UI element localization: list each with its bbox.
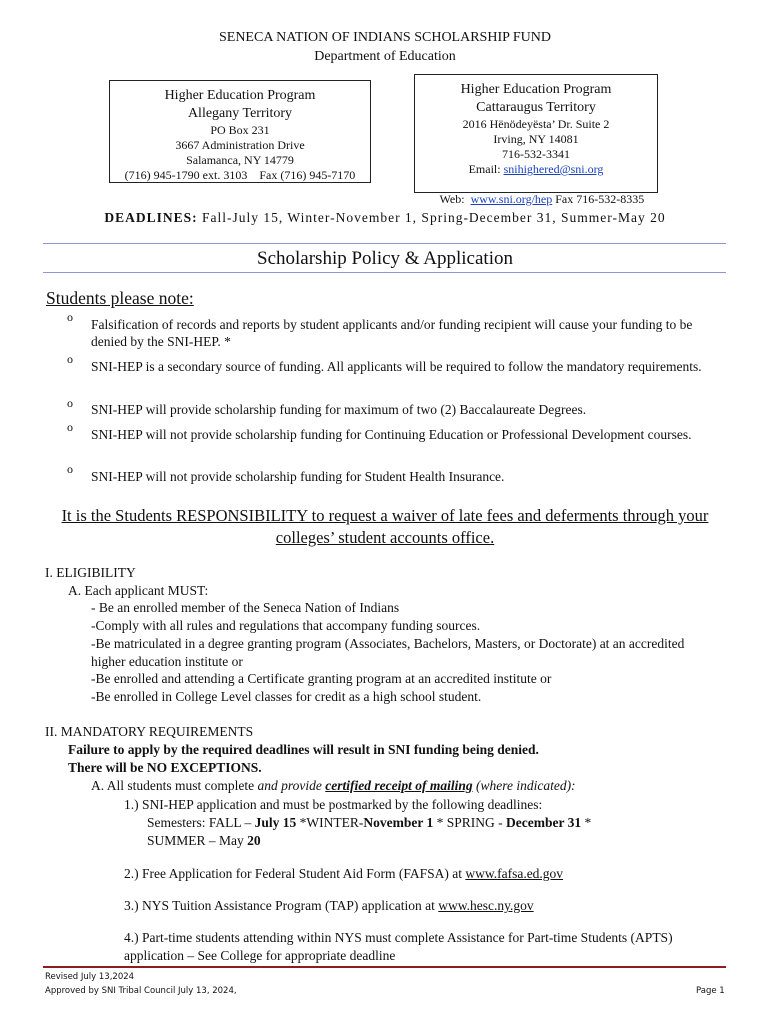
hesc-link[interactable]: www.hesc.ny.gov [438, 898, 534, 913]
bullet-marker: o [67, 352, 73, 366]
certified-receipt-text: certified receipt of mailing [325, 778, 473, 793]
footer-approved: Approved by SNI Tribal Council July 13, 2024, [45, 986, 237, 996]
footer-rule [43, 966, 726, 968]
org-name: SENECA NATION OF INDIANS SCHOLARSHIP FUND [218, 30, 551, 45]
mandatory-a-italic: and provide [257, 778, 326, 793]
eligibility-item-1: - Be an enrolled member of the Seneca Nation of Indians [91, 600, 400, 615]
cattaraugus-email-line [415, 162, 657, 177]
email-label: Email: [468, 162, 504, 176]
cattaraugus-fax: Fax 716-532-8335 [552, 192, 645, 206]
eligibility-item-5: -Be enrolled in College Level classes for credit as a high school student. [91, 689, 482, 704]
eligibility-item-4: -Be enrolled and attending a Certificate granting program at an accredited institute or [91, 671, 552, 686]
deadlines-line [0, 210, 770, 226]
tap-text: 3.) NYS Tuition Assistance Program (TAP) application at [124, 898, 439, 913]
requirement-4: 4.) Part-time students attending within NYS must complete Assistance for Part-time Students (APTS) application – See College for appropriate deadline [124, 930, 673, 963]
note-bullet-1: Falsification of records and reports by student applicants and/or funding recipient will cause your funding to be denied by the SNI-HEP. * [91, 317, 693, 349]
requirement-1: 1.) SNI-HEP application and must be postmarked by the following deadlines: [124, 797, 543, 812]
spring-deadline: December 31 [506, 815, 582, 830]
semesters-prefix: Semesters: FALL – [147, 815, 255, 830]
summer-deadline-line [147, 832, 261, 850]
title-rule-bottom [43, 272, 726, 273]
web-link[interactable]: www.sni.org/hep [470, 192, 553, 206]
mandatory-warning-1: Failure to apply by the required deadlines will result in SNI funding being denied. [68, 742, 539, 757]
mandatory-a-prefix: A. All students must complete [91, 778, 258, 793]
allegany-po-box: PO Box 231 [210, 123, 270, 137]
requirement-2 [124, 865, 563, 883]
winter-deadline: November 1 [363, 815, 434, 830]
eligibility-item-2: -Comply with all rules and regulations that accompany funding sources. [91, 618, 481, 633]
fafsa-text: 2.) Free Application for Federal Student Aid Form (FAFSA) at [124, 866, 466, 881]
department-name: Department of Education [314, 49, 456, 64]
note-bullet-3: SNI-HEP will provide scholarship funding for maximum of two (2) Baccalaureate Degrees. [91, 402, 587, 417]
fafsa-link[interactable]: www.fafsa.ed.gov [465, 866, 564, 881]
cattaraugus-address-box [414, 74, 658, 206]
title-rule-top [43, 243, 726, 244]
cattaraugus-city: Irving, NY 14081 [493, 132, 579, 146]
winter-label: *WINTER- [296, 815, 364, 830]
mandatory-warning-2: There will be NO EXCEPTIONS. [68, 760, 262, 775]
spring-label: * SPRING - [433, 815, 507, 830]
deadlines-text: Fall-July 15, Winter-November 1, Spring-December 31, Summer-May 20 [197, 210, 666, 225]
allegany-program-title: Higher Education Program [164, 88, 316, 103]
eligibility-heading: I. ELIGIBILITY [45, 565, 136, 580]
email-link[interactable]: snihighered@sni.org [503, 162, 604, 176]
allegany-city: Salamanca, NY 14779 [186, 153, 294, 167]
summer-prefix: SUMMER – May [147, 833, 248, 848]
allegany-street: 3667 Administration Drive [175, 138, 305, 152]
note-bullet-4: SNI-HEP will not provide scholarship funding for Continuing Education or Professional Development courses. [91, 427, 692, 442]
allegany-phone-fax: (716) 945-1790 ext. 3103 Fax (716) 945-7170 [124, 168, 356, 182]
responsibility-statement: It is the Students RESPONSIBILITY to request a waiver of late fees and deferments through your colleges’ student accounts office. [61, 506, 709, 547]
bullet-marker: o [67, 420, 73, 434]
students-note-heading: Students please note: [46, 288, 194, 308]
note-bullet-5: SNI-HEP will not provide scholarship funding for Student Health Insurance. [91, 469, 505, 484]
bullet-marker: o [67, 462, 73, 476]
semesters-end: * [581, 815, 592, 830]
eligibility-a: A. Each applicant MUST: [68, 583, 209, 598]
deadlines-label: DEADLINES: [104, 210, 198, 225]
requirement-3 [124, 897, 534, 915]
bullet-marker: o [67, 310, 73, 324]
policy-title: Scholarship Policy & Application [257, 248, 513, 269]
semester-deadlines [147, 814, 591, 832]
mandatory-a [91, 777, 576, 795]
cattaraugus-territory: Cattaraugus Territory [476, 100, 596, 115]
fall-deadline: July 15 [254, 815, 297, 830]
note-bullet-2: SNI-HEP is a secondary source of funding. All applicants will be required to follow the mandatory requirements. [91, 359, 702, 374]
bullet-marker: o [67, 396, 73, 410]
mandatory-heading: II. MANDATORY REQUIREMENTS [45, 724, 254, 739]
web-label: Web: [439, 192, 471, 206]
eligibility-item-3: -Be matriculated in a degree granting program (Associates, Bachelors, Masters, or Doctorate) at an accredited higher education institute or [91, 636, 685, 669]
summer-deadline: 20 [247, 833, 261, 848]
cattaraugus-street: 2016 Hënödeyësta’ Dr. Suite 2 [462, 117, 610, 131]
document-header [0, 28, 770, 66]
footer-revised: Revised July 13,2024 [45, 972, 135, 982]
allegany-address-box [109, 80, 371, 183]
cattaraugus-program-title: Higher Education Program [460, 82, 612, 97]
cattaraugus-phone: 716-532-3341 [502, 147, 570, 161]
mandatory-a-suffix: (where indicated): [472, 778, 576, 793]
page-number: Page 1 [696, 986, 725, 996]
allegany-territory: Allegany Territory [187, 106, 293, 121]
